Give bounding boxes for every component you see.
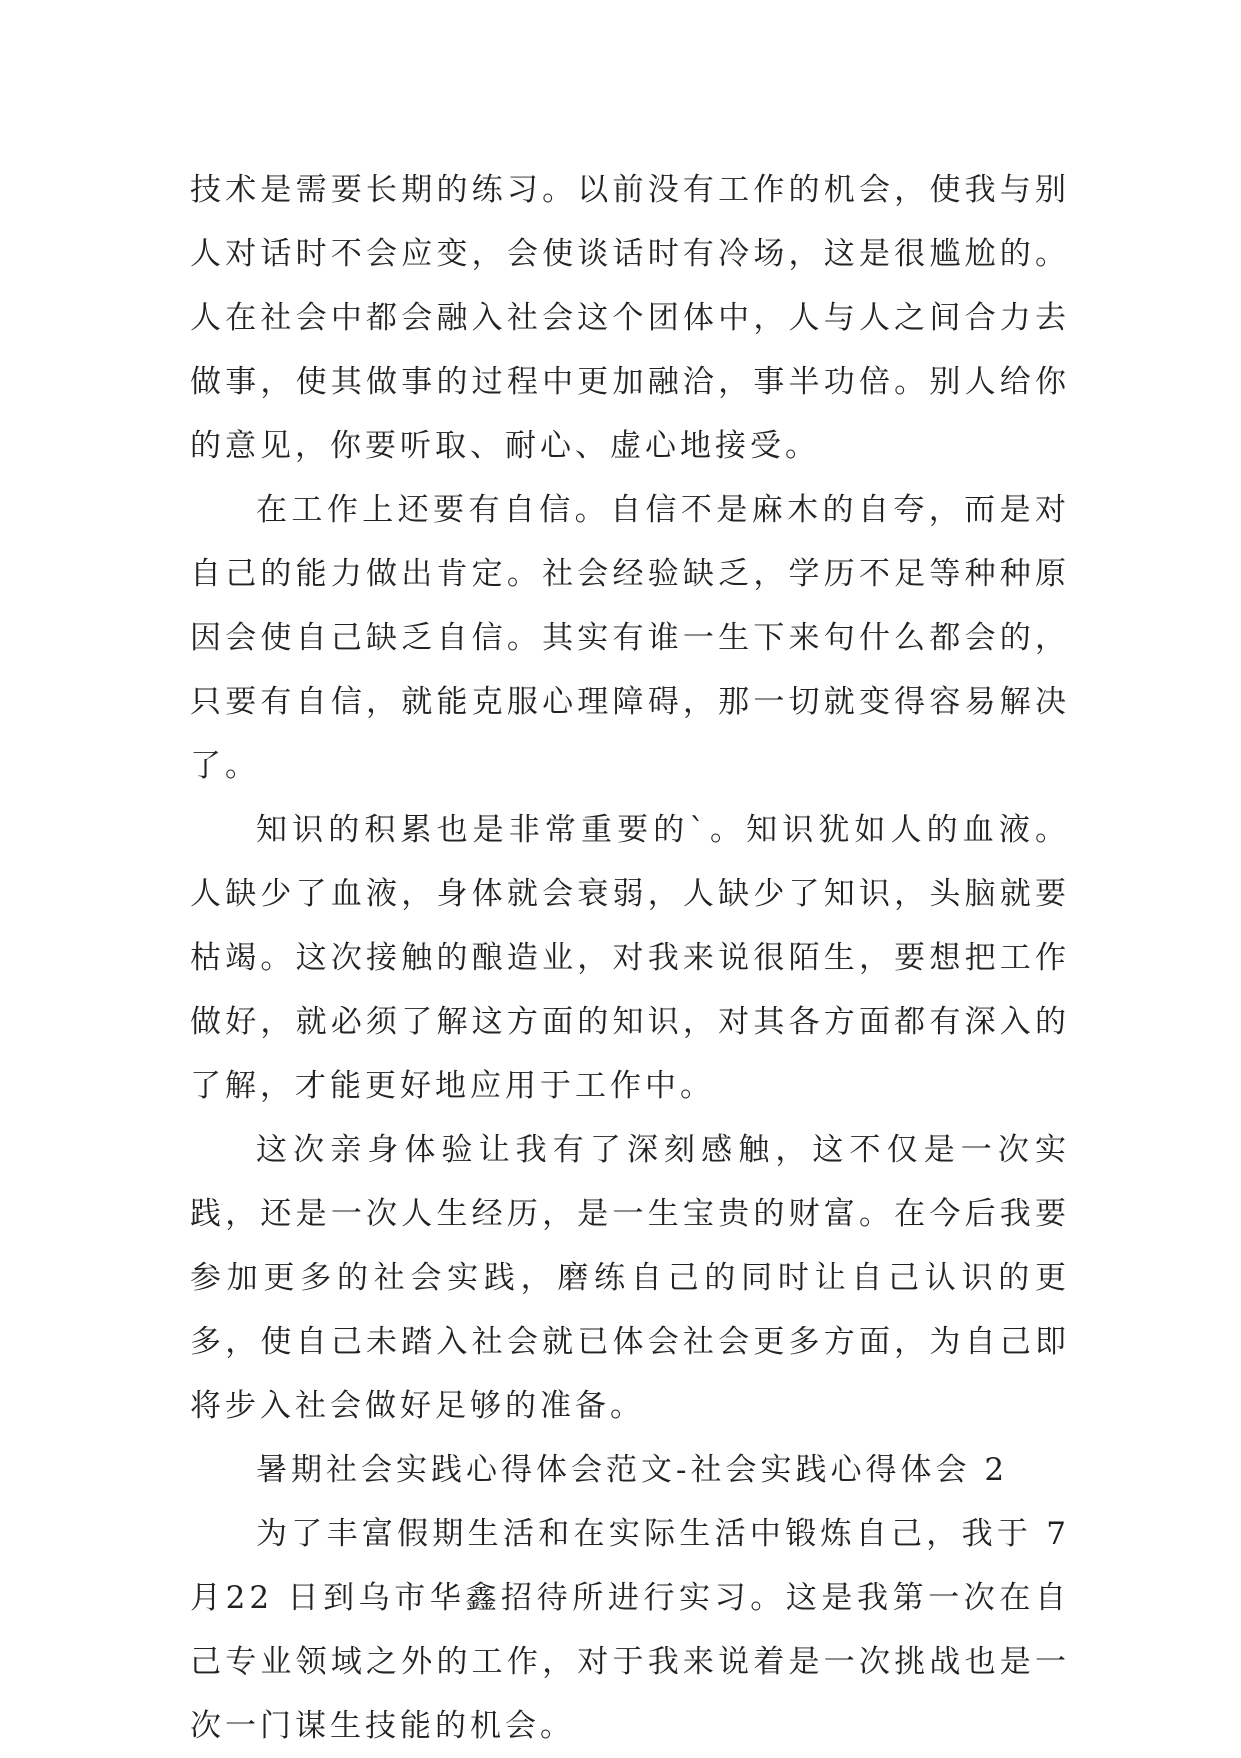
- section-heading: 暑期社会实践心得体会范文-社会实践心得体会 2: [256, 1452, 1009, 1488]
- paragraph-internship: 为了丰富假期生活和在实际生活中锻炼自己，我于 7 月22 日到乌市华鑫招待所进行实习。这是我第一次在自己专业领域之外的工作，对于我来说着是一次挑战也是一次一门谋生技能的机会。: [190, 1516, 1070, 1744]
- paragraph-continued: 技术是需要长期的练习。以前没有工作的机会，使我与别人对话时不会应变，会使谈话时有冷场，这是很尴尬的。人在社会中都会融入社会这个团体中，人与人之间合力去做事，使其做事的过程中更加融洽，事半功倍。别人给你的意见，你要听取、耐心、虚心地接受。: [190, 172, 1070, 464]
- paragraph-confidence: 在工作上还要有自信。自信不是麻木的自夸，而是对自己的能力做出肯定。社会经验缺乏，学历不足等种种原因会使自己缺乏自信。其实有谁一生下来句什么都会的，只要有自信，就能克服心理障碍，那一切就变得容易解决了。: [190, 492, 1070, 784]
- paragraph-experience: 这次亲身体验让我有了深刻感触，这不仅是一次实践，还是一次人生经历，是一生宝贵的财富。在今后我要参加更多的社会实践，磨练自己的同时让自己认识的更多，使自己未踏入社会就已体会社会更多方面，为自己即将步入社会做好足够的准备。: [190, 1132, 1070, 1424]
- paragraph-knowledge: 知识的积累也是非常重要的`。知识犹如人的血液。人缺少了血液，身体就会衰弱，人缺少了知识，头脑就要枯竭。这次接触的酿造业，对我来说很陌生，要想把工作做好，就必须了解这方面的知识，对其各方面都有深入的了解，才能更好地应用于工作中。: [190, 812, 1070, 1104]
- document-body: [190, 158, 1070, 1758]
